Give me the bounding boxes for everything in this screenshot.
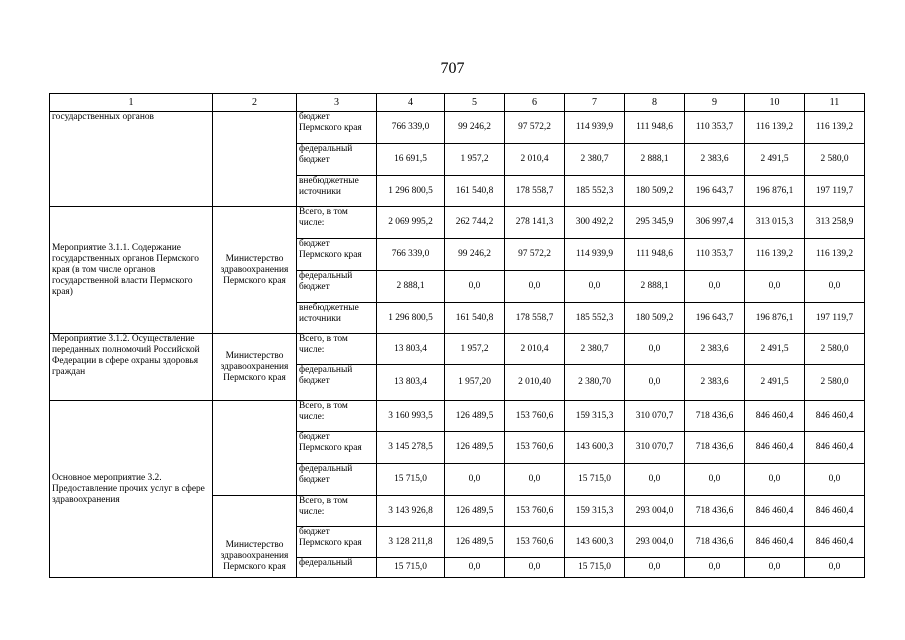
value-cell: 153 760,6 <box>505 432 565 464</box>
header-cell: 1 <box>50 94 213 112</box>
value-cell: 2 383,6 <box>685 144 745 176</box>
value-cell: 2 380,7 <box>565 334 625 365</box>
value-cell: 114 939,9 <box>565 239 625 271</box>
value-cell: 766 339,0 <box>377 112 445 144</box>
header-cell: 5 <box>445 94 505 112</box>
value-cell: 111 948,6 <box>625 112 685 144</box>
main-activity-description: Основное мероприятие 3.2. Предоставление прочих услуг в сфере здравоохранения <box>50 401 213 578</box>
header-cell: 2 <box>213 94 297 112</box>
value-cell: 2 380,7 <box>565 144 625 176</box>
value-cell: 0,0 <box>805 271 865 303</box>
value-cell: 2 580,0 <box>805 144 865 176</box>
value-cell: 180 509,2 <box>625 176 685 207</box>
executor-cell <box>213 112 297 207</box>
value-cell: 846 460,4 <box>745 401 805 432</box>
value-cell: 313 015,3 <box>745 207 805 239</box>
value-cell: 0,0 <box>505 271 565 303</box>
page-number: 707 <box>440 60 465 77</box>
value-cell: 153 760,6 <box>505 496 565 527</box>
value-cell: 0,0 <box>805 558 865 578</box>
value-cell: 0,0 <box>565 271 625 303</box>
value-cell: 846 460,4 <box>805 432 865 464</box>
value-cell: 846 460,4 <box>745 432 805 464</box>
value-cell: 1 957,2 <box>445 334 505 365</box>
value-cell: 116 139,2 <box>805 112 865 144</box>
value-cell: 3 143 926,8 <box>377 496 445 527</box>
value-cell: 0,0 <box>445 464 505 496</box>
funding-source: бюджет Пермского края <box>297 432 377 464</box>
value-cell: 262 744,2 <box>445 207 505 239</box>
value-cell: 2 010,4 <box>505 144 565 176</box>
value-cell: 1 957,2 <box>445 144 505 176</box>
value-cell: 3 128 211,8 <box>377 527 445 558</box>
executor-cell <box>213 401 297 496</box>
value-cell: 0,0 <box>625 365 685 401</box>
value-cell: 15 715,0 <box>377 464 445 496</box>
activity-description: Мероприятие 3.1.1. Содержание государственных органов Пермского края (в том числе органов государственной власти Пермского края) <box>50 207 213 334</box>
value-cell: 846 460,4 <box>745 527 805 558</box>
value-cell: 2 888,1 <box>377 271 445 303</box>
value-cell: 126 489,5 <box>445 401 505 432</box>
funding-source: Всего, в том числе: <box>297 496 377 527</box>
value-cell: 0,0 <box>745 558 805 578</box>
value-cell: 718 436,6 <box>685 432 745 464</box>
value-cell: 196 876,1 <box>745 176 805 207</box>
value-cell: 153 760,6 <box>505 527 565 558</box>
value-cell: 126 489,5 <box>445 432 505 464</box>
value-cell: 2 491,5 <box>745 365 805 401</box>
table-row <box>50 401 865 432</box>
header-cell: 11 <box>805 94 865 112</box>
value-cell: 1 296 800,5 <box>377 303 445 334</box>
funding-source: бюджет Пермского края <box>297 527 377 558</box>
value-cell: 197 119,7 <box>805 303 865 334</box>
executor-cell: Министерство здравоохранения Пермского края <box>213 207 297 334</box>
value-cell: 116 139,2 <box>745 239 805 271</box>
value-cell: 116 139,2 <box>745 112 805 144</box>
program-description: государственных органов <box>50 112 213 207</box>
activity-description: Мероприятие 3.1.2. Осуществление переданных полномочий Российской Федерации в сфере охраны здоровья граждан <box>50 334 213 401</box>
value-cell: 197 119,7 <box>805 176 865 207</box>
value-cell: 3 160 993,5 <box>377 401 445 432</box>
value-cell: 0,0 <box>445 271 505 303</box>
value-cell: 846 460,4 <box>805 401 865 432</box>
funding-source: федеральный бюджет <box>297 144 377 176</box>
value-cell: 2 010,4 <box>505 334 565 365</box>
value-cell: 15 715,0 <box>565 464 625 496</box>
header-cell: 9 <box>685 94 745 112</box>
value-cell: 0,0 <box>625 464 685 496</box>
value-cell: 0,0 <box>505 558 565 578</box>
value-cell: 2 069 995,2 <box>377 207 445 239</box>
table-row <box>50 112 865 144</box>
value-cell: 766 339,0 <box>377 239 445 271</box>
value-cell: 15 715,0 <box>565 558 625 578</box>
value-cell: 2 491,5 <box>745 144 805 176</box>
value-cell: 1 296 800,5 <box>377 176 445 207</box>
header-cell: 4 <box>377 94 445 112</box>
header-cell: 3 <box>297 94 377 112</box>
value-cell: 196 876,1 <box>745 303 805 334</box>
value-cell: 180 509,2 <box>625 303 685 334</box>
executor-cell: Министерство здравоохранения Пермского края <box>213 334 297 401</box>
value-cell: 110 353,7 <box>685 239 745 271</box>
value-cell: 3 145 278,5 <box>377 432 445 464</box>
value-cell: 2 580,0 <box>805 334 865 365</box>
executor-cell: Министерство здравоохранения Пермского края <box>213 496 297 578</box>
value-cell: 295 345,9 <box>625 207 685 239</box>
value-cell: 161 540,8 <box>445 303 505 334</box>
header-cell: 7 <box>565 94 625 112</box>
value-cell: 2 380,70 <box>565 365 625 401</box>
value-cell: 99 246,2 <box>445 112 505 144</box>
value-cell: 846 460,4 <box>745 496 805 527</box>
value-cell: 126 489,5 <box>445 496 505 527</box>
funding-source: внебюджетные источники <box>297 176 377 207</box>
value-cell: 718 436,6 <box>685 496 745 527</box>
value-cell: 178 558,7 <box>505 176 565 207</box>
value-cell: 16 691,5 <box>377 144 445 176</box>
value-cell: 1 957,20 <box>445 365 505 401</box>
value-cell: 114 939,9 <box>565 112 625 144</box>
value-cell: 0,0 <box>625 334 685 365</box>
value-cell: 293 004,0 <box>625 496 685 527</box>
value-cell: 313 258,9 <box>805 207 865 239</box>
value-cell: 15 715,0 <box>377 558 445 578</box>
value-cell: 2 580,0 <box>805 365 865 401</box>
value-cell: 126 489,5 <box>445 527 505 558</box>
value-cell: 310 070,7 <box>625 432 685 464</box>
value-cell: 2 888,1 <box>625 271 685 303</box>
value-cell: 185 552,3 <box>565 303 625 334</box>
funding-source: федеральный бюджет <box>297 365 377 401</box>
funding-source: федеральный <box>297 558 377 578</box>
value-cell: 2 010,40 <box>505 365 565 401</box>
funding-source: федеральный бюджет <box>297 271 377 303</box>
value-cell: 0,0 <box>505 464 565 496</box>
funding-source: Всего, в том числе: <box>297 334 377 365</box>
value-cell: 0,0 <box>685 558 745 578</box>
value-cell: 2 491,5 <box>745 334 805 365</box>
value-cell: 116 139,2 <box>805 239 865 271</box>
header-row <box>50 94 865 112</box>
value-cell: 196 643,7 <box>685 176 745 207</box>
table-row <box>50 207 865 239</box>
table-row <box>50 334 865 365</box>
value-cell: 310 070,7 <box>625 401 685 432</box>
value-cell: 300 492,2 <box>565 207 625 239</box>
funding-source: бюджет Пермского края <box>297 112 377 144</box>
value-cell: 143 600,3 <box>565 527 625 558</box>
value-cell: 97 572,2 <box>505 112 565 144</box>
value-cell: 111 948,6 <box>625 239 685 271</box>
value-cell: 97 572,2 <box>505 239 565 271</box>
value-cell: 306 997,4 <box>685 207 745 239</box>
value-cell: 0,0 <box>445 558 505 578</box>
value-cell: 0,0 <box>745 271 805 303</box>
funding-source: внебюджетные источники <box>297 303 377 334</box>
value-cell: 99 246,2 <box>445 239 505 271</box>
header-cell: 10 <box>745 94 805 112</box>
value-cell: 0,0 <box>745 464 805 496</box>
value-cell: 13 803,4 <box>377 334 445 365</box>
value-cell: 110 353,7 <box>685 112 745 144</box>
funding-source: Всего, в том числе: <box>297 401 377 432</box>
value-cell: 159 315,3 <box>565 401 625 432</box>
value-cell: 13 803,4 <box>377 365 445 401</box>
value-cell: 0,0 <box>685 271 745 303</box>
funding-source: Всего, в том числе: <box>297 207 377 239</box>
value-cell: 0,0 <box>805 464 865 496</box>
value-cell: 278 141,3 <box>505 207 565 239</box>
header-cell: 8 <box>625 94 685 112</box>
value-cell: 293 004,0 <box>625 527 685 558</box>
value-cell: 0,0 <box>625 558 685 578</box>
value-cell: 178 558,7 <box>505 303 565 334</box>
funding-source: бюджет Пермского края <box>297 239 377 271</box>
value-cell: 143 600,3 <box>565 432 625 464</box>
value-cell: 2 383,6 <box>685 334 745 365</box>
value-cell: 718 436,6 <box>685 527 745 558</box>
value-cell: 2 383,6 <box>685 365 745 401</box>
value-cell: 196 643,7 <box>685 303 745 334</box>
value-cell: 159 315,3 <box>565 496 625 527</box>
value-cell: 161 540,8 <box>445 176 505 207</box>
header-cell: 6 <box>505 94 565 112</box>
value-cell: 185 552,3 <box>565 176 625 207</box>
funding-source: федеральный бюджет <box>297 464 377 496</box>
value-cell: 846 460,4 <box>805 527 865 558</box>
budget-table <box>49 93 865 578</box>
value-cell: 0,0 <box>685 464 745 496</box>
value-cell: 718 436,6 <box>685 401 745 432</box>
value-cell: 846 460,4 <box>805 496 865 527</box>
value-cell: 2 888,1 <box>625 144 685 176</box>
value-cell: 153 760,6 <box>505 401 565 432</box>
